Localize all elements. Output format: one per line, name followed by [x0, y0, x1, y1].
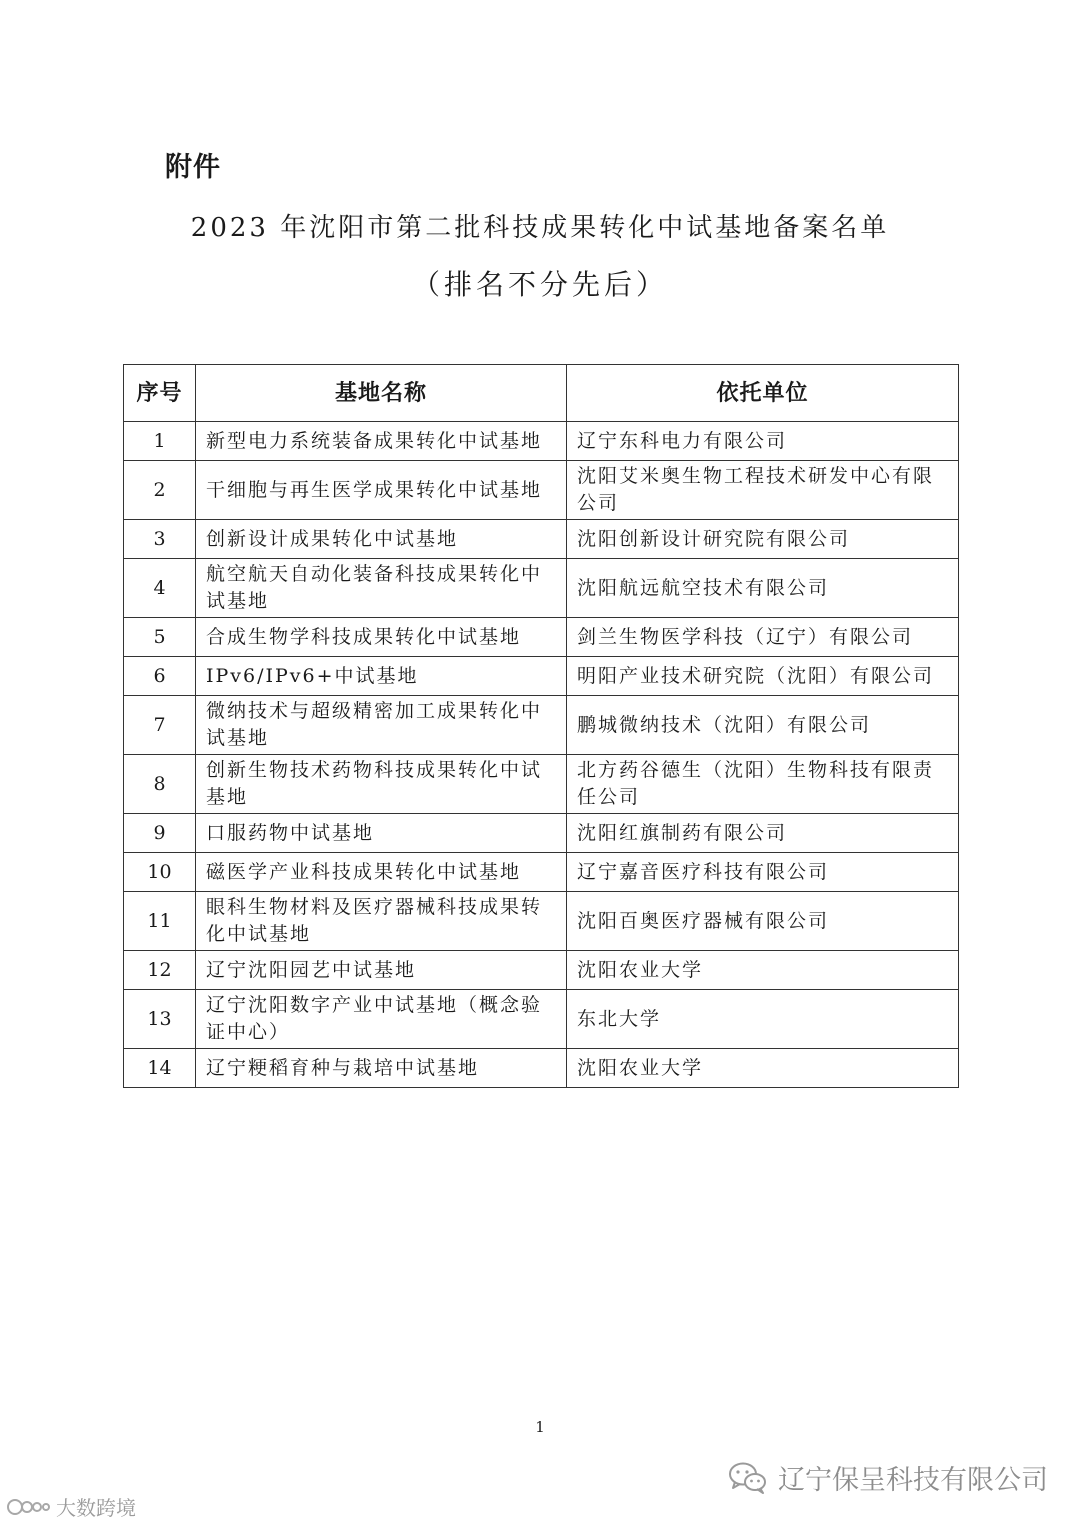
watermark-left-text: 大数跨境: [56, 1496, 136, 1520]
table-row: [124, 461, 959, 520]
organization: 东北大学: [567, 990, 959, 1049]
column-header-base-name: 基地名称: [196, 365, 567, 422]
table-row: [124, 696, 959, 755]
wechat-icon: [728, 1461, 768, 1495]
row-number: 9: [124, 814, 196, 853]
base-name: 干细胞与再生医学成果转化中试基地: [196, 461, 567, 520]
base-name: 辽宁粳稻育种与栽培中试基地: [196, 1049, 567, 1088]
table-header-row: [124, 365, 959, 422]
table-row: [124, 520, 959, 559]
organization: 辽宁东科电力有限公司: [567, 422, 959, 461]
table-row: [124, 422, 959, 461]
row-number: 5: [124, 618, 196, 657]
attachment-label: 附件: [165, 152, 221, 183]
organization: 沈阳农业大学: [567, 1049, 959, 1088]
base-name: 辽宁沈阳数字产业中试基地（概念验证中心）: [196, 990, 567, 1049]
base-name: 创新生物技术药物科技成果转化中试基地: [196, 755, 567, 814]
row-number: 10: [124, 853, 196, 892]
organization: 沈阳百奥医疗器械有限公司: [567, 892, 959, 951]
page-number: 1: [535, 1418, 545, 1436]
base-name: 眼科生物材料及医疗器械科技成果转化中试基地: [196, 892, 567, 951]
base-name: 合成生物学科技成果转化中试基地: [196, 618, 567, 657]
row-number: 12: [124, 951, 196, 990]
base-name: 创新设计成果转化中试基地: [196, 520, 567, 559]
table-row: [124, 618, 959, 657]
watermark-right-text: 辽宁保呈科技有限公司: [778, 1465, 1048, 1496]
row-number: 2: [124, 461, 196, 520]
base-name: 磁医学产业科技成果转化中试基地: [196, 853, 567, 892]
base-name: 口服药物中试基地: [196, 814, 567, 853]
organization: 明阳产业技术研究院（沈阳）有限公司: [567, 657, 959, 696]
table-row: [124, 1049, 959, 1088]
document-title: 2023 年沈阳市第二批科技成果转化中试基地备案名单: [190, 213, 890, 243]
table-row: [124, 892, 959, 951]
organization: 剑兰生物医学科技（辽宁）有限公司: [567, 618, 959, 657]
table-row: [124, 853, 959, 892]
table-row: [124, 814, 959, 853]
organization: 沈阳创新设计研究院有限公司: [567, 520, 959, 559]
document-subtitle: （排名不分先后）: [411, 268, 668, 301]
organization: 沈阳航远航空技术有限公司: [567, 559, 959, 618]
organization: 沈阳农业大学: [567, 951, 959, 990]
table-row: [124, 951, 959, 990]
column-header-number: 序号: [124, 365, 196, 422]
organization: 沈阳红旗制药有限公司: [567, 814, 959, 853]
watermark-logo-icon: [6, 1497, 52, 1517]
table-row: [124, 990, 959, 1049]
row-number: 13: [124, 990, 196, 1049]
row-number: 7: [124, 696, 196, 755]
base-name: IPv6/IPv6+中试基地: [196, 657, 567, 696]
table-row: [124, 559, 959, 618]
column-header-organization: 依托单位: [567, 365, 959, 422]
row-number: 6: [124, 657, 196, 696]
row-number: 11: [124, 892, 196, 951]
base-name: 航空航天自动化装备科技成果转化中试基地: [196, 559, 567, 618]
table-row: [124, 755, 959, 814]
table-row: [124, 657, 959, 696]
base-name: 新型电力系统装备成果转化中试基地: [196, 422, 567, 461]
base-list-table: [123, 364, 959, 1088]
organization: 辽宁嘉音医疗科技有限公司: [567, 853, 959, 892]
row-number: 3: [124, 520, 196, 559]
base-name: 微纳技术与超级精密加工成果转化中试基地: [196, 696, 567, 755]
row-number: 8: [124, 755, 196, 814]
row-number: 4: [124, 559, 196, 618]
row-number: 1: [124, 422, 196, 461]
organization: 沈阳艾米奥生物工程技术研发中心有限公司: [567, 461, 959, 520]
row-number: 14: [124, 1049, 196, 1088]
watermark-left: [6, 1492, 136, 1521]
base-name: 辽宁沈阳园艺中试基地: [196, 951, 567, 990]
organization: 北方药谷德生（沈阳）生物科技有限责任公司: [567, 755, 959, 814]
organization: 鹏城微纳技术（沈阳）有限公司: [567, 696, 959, 755]
watermark-right: [728, 1458, 1048, 1497]
